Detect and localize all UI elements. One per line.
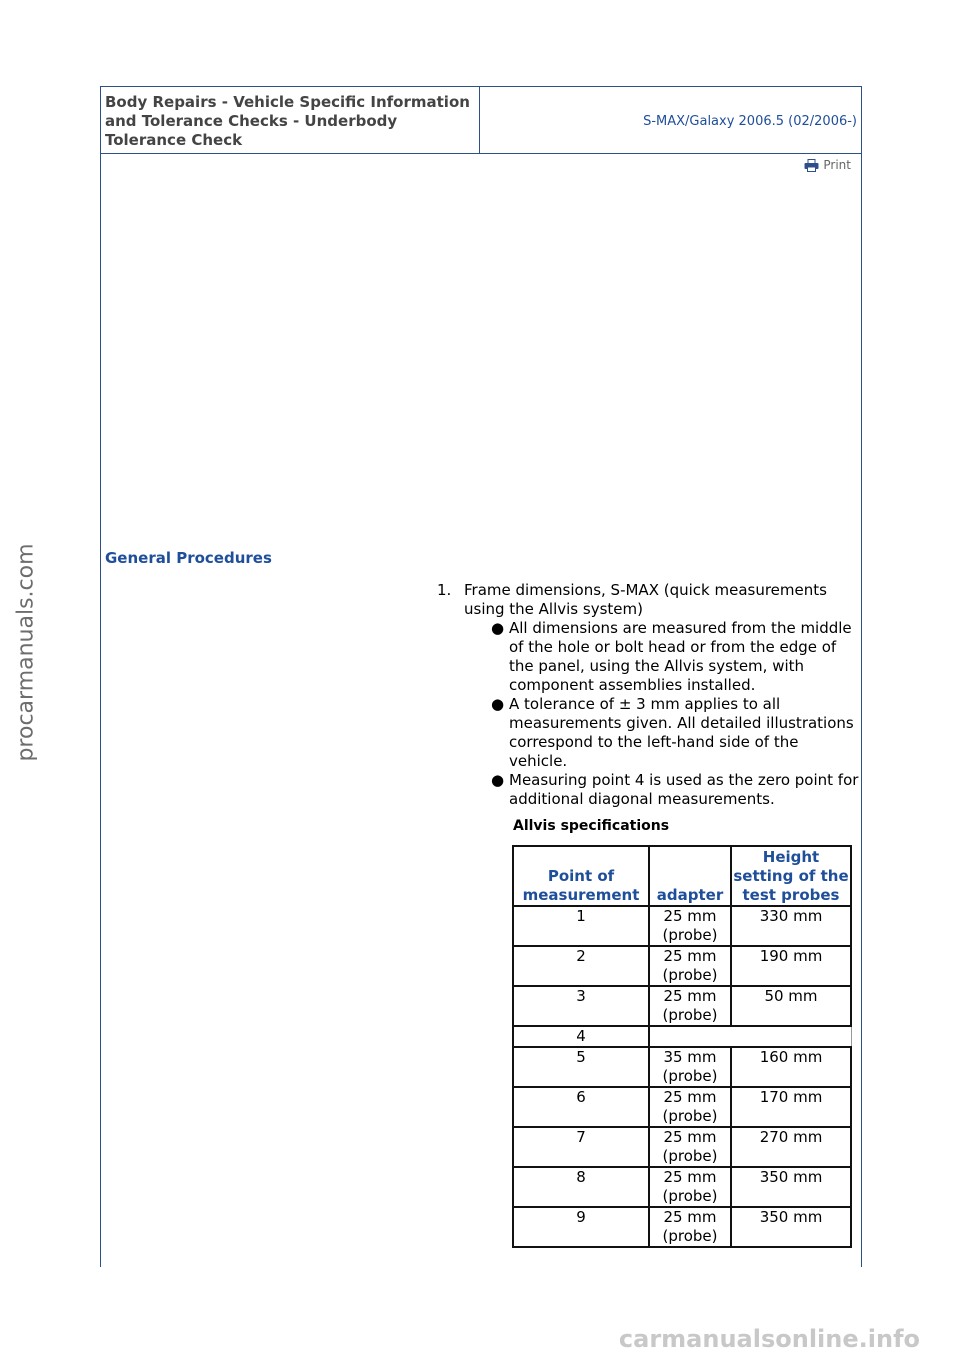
table-cell: 190 mm — [731, 946, 851, 986]
allvis-spec-table — [512, 845, 852, 1248]
model-label: S-MAX/Galaxy 2006.5 (02/2006-) — [643, 114, 857, 129]
list-item: ● All dimensions are measured from the middle of the hole or bolt head or from the edge of the panel, using the Allvis system, with component assemblies installed. — [491, 619, 852, 694]
table-cell: 270 mm — [731, 1127, 851, 1167]
table-cell: 4 — [513, 1026, 649, 1047]
table-cell: 330 mm — [731, 906, 851, 946]
table-cell: 8 — [513, 1167, 649, 1207]
table-row — [513, 1207, 851, 1247]
table-cell: 50 mm — [731, 986, 851, 1026]
print-button[interactable] — [804, 158, 851, 172]
table-row — [513, 1047, 851, 1087]
table-row — [513, 906, 851, 946]
section-title: General Procedures — [105, 549, 272, 567]
table-cell-empty — [649, 1026, 851, 1047]
table-cell: 160 mm — [731, 1047, 851, 1087]
table-row — [513, 986, 851, 1026]
table-cell: 7 — [513, 1127, 649, 1167]
table-cell: 350 mm — [731, 1207, 851, 1247]
step-bullets — [489, 619, 859, 809]
step-number: 1. — [437, 581, 452, 599]
document-frame — [100, 86, 862, 1267]
table-cell: 35 mm (probe) — [649, 1047, 731, 1087]
side-watermark — [14, 500, 38, 800]
table-row — [513, 946, 851, 986]
table-row — [513, 1127, 851, 1167]
table-cell: 25 mm (probe) — [649, 1207, 731, 1247]
printer-icon — [804, 159, 819, 172]
table-cell: 350 mm — [731, 1167, 851, 1207]
document-header — [101, 87, 861, 154]
page-title: Body Repairs - Vehicle Specific Information and Tolerance Checks - Underbody Tolerance Check — [105, 93, 470, 149]
bullet-icon: ● — [491, 619, 505, 637]
table-cell: 25 mm (probe) — [649, 1127, 731, 1167]
watermark-text: procarmanuals.com — [13, 543, 39, 762]
table-cell: 25 mm (probe) — [649, 1087, 731, 1127]
column-header: Height setting of the test probes — [731, 846, 851, 906]
header-divider — [479, 87, 480, 153]
table-header-row — [513, 846, 851, 906]
print-label: Print — [823, 158, 851, 172]
column-header: adapter — [649, 846, 731, 906]
bullet-icon: ● — [491, 695, 505, 713]
table-cell: 3 — [513, 986, 649, 1026]
table-row — [513, 1087, 851, 1127]
bottom-watermark: carmanualsonline.info — [618, 1325, 920, 1353]
table-cell: 25 mm (probe) — [649, 986, 731, 1026]
step-text: Frame dimensions, S-MAX (quick measurements using the Allvis system) — [464, 581, 827, 618]
list-item: ● Measuring point 4 is used as the zero point for additional diagonal measurements. — [491, 771, 859, 808]
table-cell: 1 — [513, 906, 649, 946]
table-cell: 25 mm (probe) — [649, 906, 731, 946]
list-item: ● A tolerance of ± 3 mm applies to all measurements given. All detailed illustrations correspond to the left-hand side of the vehicle. — [491, 695, 854, 770]
table-row — [513, 1167, 851, 1207]
table-cell: 6 — [513, 1087, 649, 1127]
bullet-icon: ● — [491, 771, 505, 789]
table-cell: 9 — [513, 1207, 649, 1247]
table-cell: 2 — [513, 946, 649, 986]
table-row — [513, 1026, 851, 1047]
table-cell: 25 mm (probe) — [649, 1167, 731, 1207]
table-cell: 25 mm (probe) — [649, 946, 731, 986]
table-cell: 5 — [513, 1047, 649, 1087]
spec-table-title: Allvis specifications — [513, 818, 670, 834]
table-cell: 170 mm — [731, 1087, 851, 1127]
column-header: Point of measurement — [513, 846, 649, 906]
